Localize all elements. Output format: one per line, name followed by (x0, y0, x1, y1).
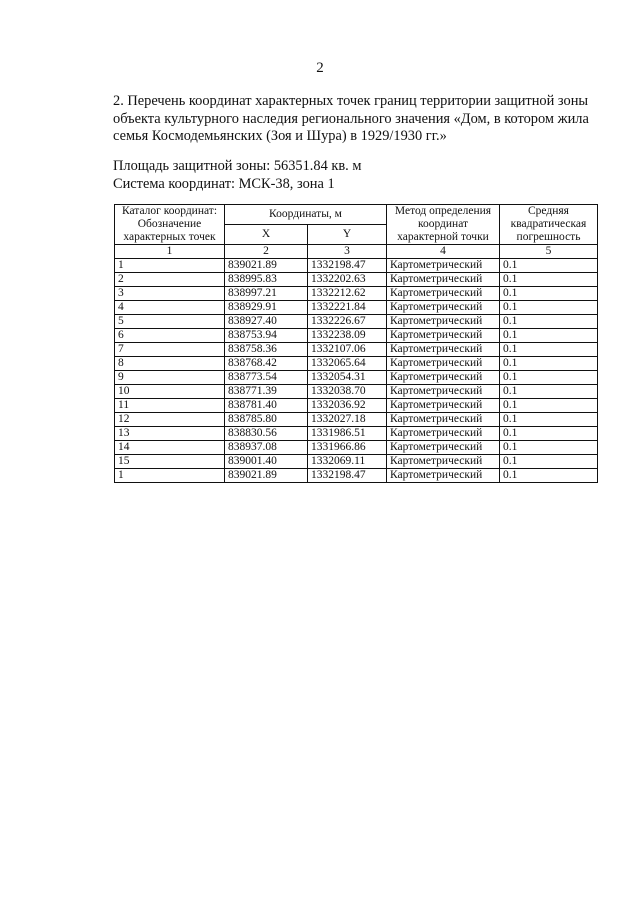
y-cell: 1332038.70 (308, 385, 387, 399)
x-cell: 839001.40 (225, 455, 308, 469)
table-row (115, 399, 598, 413)
header-row-1 (115, 205, 598, 225)
table-row (115, 427, 598, 441)
point-cell: 1 (115, 259, 225, 273)
method-cell: Картометрический (387, 343, 500, 357)
x-cell: 838758.36 (225, 343, 308, 357)
error-cell: 0.1 (500, 399, 598, 413)
y-cell: 1332065.64 (308, 357, 387, 371)
error-cell: 0.1 (500, 357, 598, 371)
method-cell: Картометрический (387, 287, 500, 301)
point-cell: 4 (115, 301, 225, 315)
point-cell: 6 (115, 329, 225, 343)
method-cell: Картометрический (387, 357, 500, 371)
x-cell: 838771.39 (225, 385, 308, 399)
column-number-row (115, 245, 598, 259)
error-cell: 0.1 (500, 273, 598, 287)
y-cell: 1332036.92 (308, 399, 387, 413)
method-cell: Картометрический (387, 399, 500, 413)
y-cell: 1332226.67 (308, 315, 387, 329)
table-row (115, 413, 598, 427)
x-cell: 839021.89 (225, 469, 308, 483)
y-cell: 1331986.51 (308, 427, 387, 441)
x-cell: 839021.89 (225, 259, 308, 273)
header-point-designation: Каталог координат: Обозначение характерных точек (115, 205, 225, 245)
error-cell: 0.1 (500, 343, 598, 357)
x-cell: 838785.80 (225, 413, 308, 427)
error-cell: 0.1 (500, 427, 598, 441)
method-cell: Картометрический (387, 371, 500, 385)
y-cell: 1332069.11 (308, 455, 387, 469)
x-cell: 838937.08 (225, 441, 308, 455)
error-cell: 0.1 (500, 315, 598, 329)
table-row (115, 455, 598, 469)
x-cell: 838753.94 (225, 329, 308, 343)
y-cell: 1332198.47 (308, 259, 387, 273)
table-row (115, 273, 598, 287)
y-cell: 1332054.31 (308, 371, 387, 385)
header-mean-square-error: Средняя квадратическая погрешность (500, 205, 598, 245)
column-number: 4 (387, 245, 500, 259)
error-cell: 0.1 (500, 455, 598, 469)
error-cell: 0.1 (500, 301, 598, 315)
method-cell: Картометрический (387, 329, 500, 343)
point-cell: 12 (115, 413, 225, 427)
x-cell: 838773.54 (225, 371, 308, 385)
error-cell: 0.1 (500, 385, 598, 399)
x-cell: 838995.83 (225, 273, 308, 287)
error-cell: 0.1 (500, 329, 598, 343)
section-heading: 2. Перечень координат характерных точек границ территории защитной зоны объекта культурного наследия регионального значения «Дом, в котором жила семья Космодемьянских (Зоя и Шура) в 1929/1930 гг.» (113, 93, 589, 144)
y-cell: 1332212.62 (308, 287, 387, 301)
point-cell: 5 (115, 315, 225, 329)
table-row (115, 343, 598, 357)
point-cell: 7 (115, 343, 225, 357)
point-cell: 2 (115, 273, 225, 287)
point-cell: 3 (115, 287, 225, 301)
method-cell: Картометрический (387, 273, 500, 287)
point-cell: 11 (115, 399, 225, 413)
error-cell: 0.1 (500, 413, 598, 427)
y-cell: 1331966.86 (308, 441, 387, 455)
error-cell: 0.1 (500, 469, 598, 483)
protected-zone-area: Площадь защитной зоны: 56351.84 кв. м (113, 158, 362, 174)
point-cell: 8 (115, 357, 225, 371)
x-cell: 838768.42 (225, 357, 308, 371)
error-cell: 0.1 (500, 371, 598, 385)
table-row (115, 287, 598, 301)
method-cell: Картометрический (387, 441, 500, 455)
x-cell: 838830.56 (225, 427, 308, 441)
y-cell: 1332202.63 (308, 273, 387, 287)
method-cell: Картометрический (387, 385, 500, 399)
x-cell: 838997.21 (225, 287, 308, 301)
table-row (115, 329, 598, 343)
y-cell: 1332107.06 (308, 343, 387, 357)
x-cell: 838927.40 (225, 315, 308, 329)
x-cell: 838781.40 (225, 399, 308, 413)
table-row (115, 259, 598, 273)
header-method: Метод определения координат характерной точки (387, 205, 500, 245)
y-cell: 1332027.18 (308, 413, 387, 427)
error-cell: 0.1 (500, 441, 598, 455)
table-row (115, 441, 598, 455)
point-cell: 15 (115, 455, 225, 469)
error-cell: 0.1 (500, 259, 598, 273)
coordinates-table (114, 204, 598, 483)
column-number: 3 (308, 245, 387, 259)
table-row (115, 385, 598, 399)
coordinate-system: Система координат: МСК-38, зона 1 (113, 176, 335, 192)
method-cell: Картометрический (387, 413, 500, 427)
header-x: X (225, 225, 308, 245)
error-cell: 0.1 (500, 287, 598, 301)
y-cell: 1332221.84 (308, 301, 387, 315)
point-cell: 10 (115, 385, 225, 399)
table-row (115, 469, 598, 483)
table-row (115, 315, 598, 329)
y-cell: 1332198.47 (308, 469, 387, 483)
method-cell: Картометрический (387, 427, 500, 441)
method-cell: Картометрический (387, 455, 500, 469)
method-cell: Картометрический (387, 301, 500, 315)
column-number: 2 (225, 245, 308, 259)
method-cell: Картометрический (387, 469, 500, 483)
point-cell: 1 (115, 469, 225, 483)
table-row (115, 301, 598, 315)
column-number: 1 (115, 245, 225, 259)
point-cell: 14 (115, 441, 225, 455)
method-cell: Картометрический (387, 315, 500, 329)
table-row (115, 357, 598, 371)
coordinates-table-body (115, 259, 598, 483)
y-cell: 1332238.09 (308, 329, 387, 343)
point-cell: 9 (115, 371, 225, 385)
table-row (115, 371, 598, 385)
header-y: Y (308, 225, 387, 245)
point-cell: 13 (115, 427, 225, 441)
page-number: 2 (316, 60, 324, 76)
column-number: 5 (500, 245, 598, 259)
x-cell: 838929.91 (225, 301, 308, 315)
header-coordinates-group: Координаты, м (225, 205, 387, 225)
method-cell: Картометрический (387, 259, 500, 273)
